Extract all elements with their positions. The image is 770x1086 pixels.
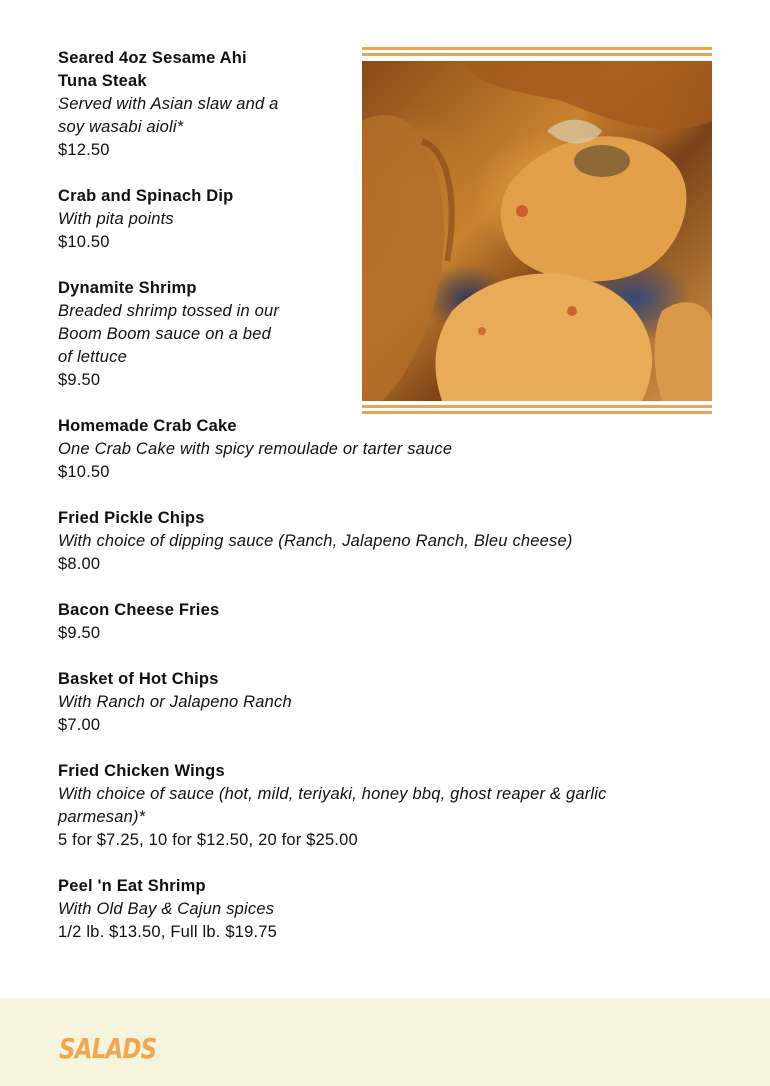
item-description: Breaded shrimp tossed in our Boom Boom sauce on a bed of lettuce xyxy=(58,302,280,366)
item-name: Crab and Spinach Dip xyxy=(58,187,234,205)
item-description: With choice of sauce (hot, mild, teriyaki, honey bbq, ghost reaper & garlic parmesan)* xyxy=(58,785,607,826)
food-photo-frame xyxy=(362,47,712,414)
item-description: One Crab Cake with spicy remoulade or tarter sauce xyxy=(58,440,453,458)
salads-section-header xyxy=(0,998,770,1086)
chicken-wings-photo xyxy=(362,61,712,401)
item-name: Fried Pickle Chips xyxy=(58,509,205,527)
item-price: $8.00 xyxy=(58,555,101,573)
chicken-wings-illustration xyxy=(362,61,712,401)
item-price: $7.00 xyxy=(58,716,101,734)
section-title: SALADS xyxy=(59,1032,157,1065)
item-price: 5 for $7.25, 10 for $12.50, 20 for $25.00 xyxy=(58,831,358,849)
frame-stripe-top-2 xyxy=(362,53,712,56)
item-price: $10.50 xyxy=(58,233,110,251)
item-price: $10.50 xyxy=(58,463,110,481)
item-description: With choice of dipping sauce (Ranch, Jalapeno Ranch, Bleu cheese) xyxy=(58,532,573,550)
menu-item xyxy=(58,507,698,576)
item-description: Served with Asian slaw and a soy wasabi aioli* xyxy=(58,95,279,136)
item-name: Dynamite Shrimp xyxy=(58,279,197,297)
item-price: $9.50 xyxy=(58,624,101,642)
item-price: $9.50 xyxy=(58,371,101,389)
frame-stripe-top-1 xyxy=(362,47,712,50)
item-price: 1/2 lb. $13.50, Full lb. $19.75 xyxy=(58,923,278,941)
menu-item xyxy=(58,760,698,852)
frame-stripe-bottom-2 xyxy=(362,411,712,414)
item-description: With Ranch or Jalapeno Ranch xyxy=(58,693,292,711)
item-description: With Old Bay & Cajun spices xyxy=(58,900,275,918)
item-name: Seared 4oz Sesame Ahi Tuna Steak xyxy=(58,49,247,90)
item-name: Peel 'n Eat Shrimp xyxy=(58,877,206,895)
item-description: With pita points xyxy=(58,210,174,228)
menu-item xyxy=(58,668,698,737)
item-name: Basket of Hot Chips xyxy=(58,670,219,688)
item-name: Fried Chicken Wings xyxy=(58,762,225,780)
menu-item xyxy=(58,875,698,944)
item-price: $12.50 xyxy=(58,141,110,159)
item-name: Bacon Cheese Fries xyxy=(58,601,220,619)
frame-stripe-bottom-1 xyxy=(362,405,712,408)
menu-item xyxy=(58,599,698,645)
menu-item xyxy=(58,415,698,484)
item-name: Homemade Crab Cake xyxy=(58,417,237,435)
